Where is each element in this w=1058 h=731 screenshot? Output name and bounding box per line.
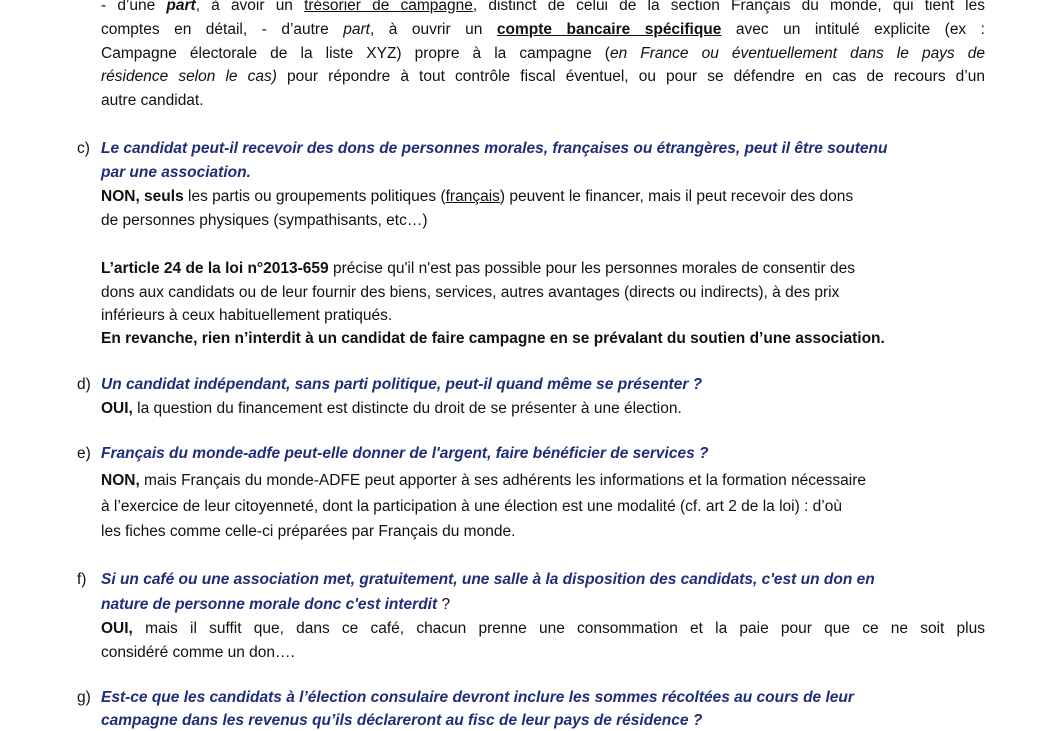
article-line-2: dons aux candidats ou de leur fournir des biens, services, autres avantages (directs ou indirects), à des prix [101, 284, 840, 301]
intro-line-2: comptes en détail, - d’autre part, à ouvrir un compte bancaire spécifique avec un intitulé explicite (ex : [101, 21, 985, 38]
question-f-line-2: nature de personne morale donc c'est interdit ? [101, 596, 451, 613]
answer-c-line-2: de personnes physiques (sympathisants, etc…) [101, 212, 428, 229]
item-marker-f: f) [77, 571, 87, 588]
item-marker-e: e) [77, 445, 91, 462]
intro-line-1: - d’une part, à avoir un trésorier de campagne, distinct de celui de la section Français du monde, qui tient les [101, 0, 985, 14]
intro-line-3: Campagne électorale de la liste XYZ) propre à la campagne (en France ou éventuellement dans le pays de [101, 45, 985, 62]
item-marker-g: g) [77, 689, 91, 706]
answer-e-line-3: les fiches comme celle-ci préparées par Français du monde. [101, 523, 516, 540]
answer-c-line-1: NON, seuls les partis ou groupements politiques (français) peuvent le financer, mais il peut recevoir des dons [101, 188, 854, 205]
intro-line-4: résidence selon le cas) pour répondre à tout contrôle fiscal éventuel, ou pour se défendre en cas de recours d’un [101, 68, 985, 85]
article-line-3: inférieurs à ceux habituellement pratiqués. [101, 307, 393, 324]
question-c-line-1: Le candidat peut-il recevoir des dons de personnes morales, françaises ou étrangères, peut il être soutenu [101, 140, 888, 157]
answer-e-line-1: NON, mais Français du monde-ADFE peut apporter à ses adhérents les informations et la formation nécessaire [101, 472, 867, 489]
article-line-4: En revanche, rien n’interdit à un candidat de faire campagne en se prévalant du soutien d’une association. [101, 330, 885, 347]
question-e-line-1: Français du monde-adfe peut-elle donner de l'argent, faire bénéficier de services ? [101, 445, 709, 462]
question-f-line-1: Si un café ou une association met, gratuitement, une salle à la disposition des candidats, c'est un don en [101, 571, 875, 588]
question-g-line-2: campagne dans les revenus qu’ils déclareront au fisc de leur pays de résidence ? [101, 712, 703, 729]
answer-e-line-2: à l’exercice de leur citoyenneté, dont la participation à une élection est une modalité (cf. art 2 de la loi) : d’où [101, 498, 842, 515]
item-marker-d: d) [77, 376, 91, 393]
question-c-line-2: par une association. [101, 164, 251, 181]
intro-line-5: autre candidat. [101, 92, 204, 109]
question-d-line-1: Un candidat indépendant, sans parti politique, peut-il quand même se présenter ? [101, 376, 703, 393]
item-marker-c: c) [77, 140, 90, 157]
question-g-line-1: Est-ce que les candidats à l’élection consulaire devront inclure les sommes récoltées au cours de leur [101, 689, 854, 706]
answer-f-line-2: considéré comme un don…. [101, 644, 295, 661]
answer-f-line-1: OUI, mais il suffit que, dans ce café, chacun prenne une consommation et la paie pour que ce ne soit plus [101, 620, 985, 637]
answer-d-line-1: OUI, la question du financement est distincte du droit de se présenter à une élection. [101, 400, 682, 417]
article-line-1: L’article 24 de la loi n°2013-659 précise qu'il n'est pas possible pour les personnes morales de consentir des [101, 260, 855, 277]
